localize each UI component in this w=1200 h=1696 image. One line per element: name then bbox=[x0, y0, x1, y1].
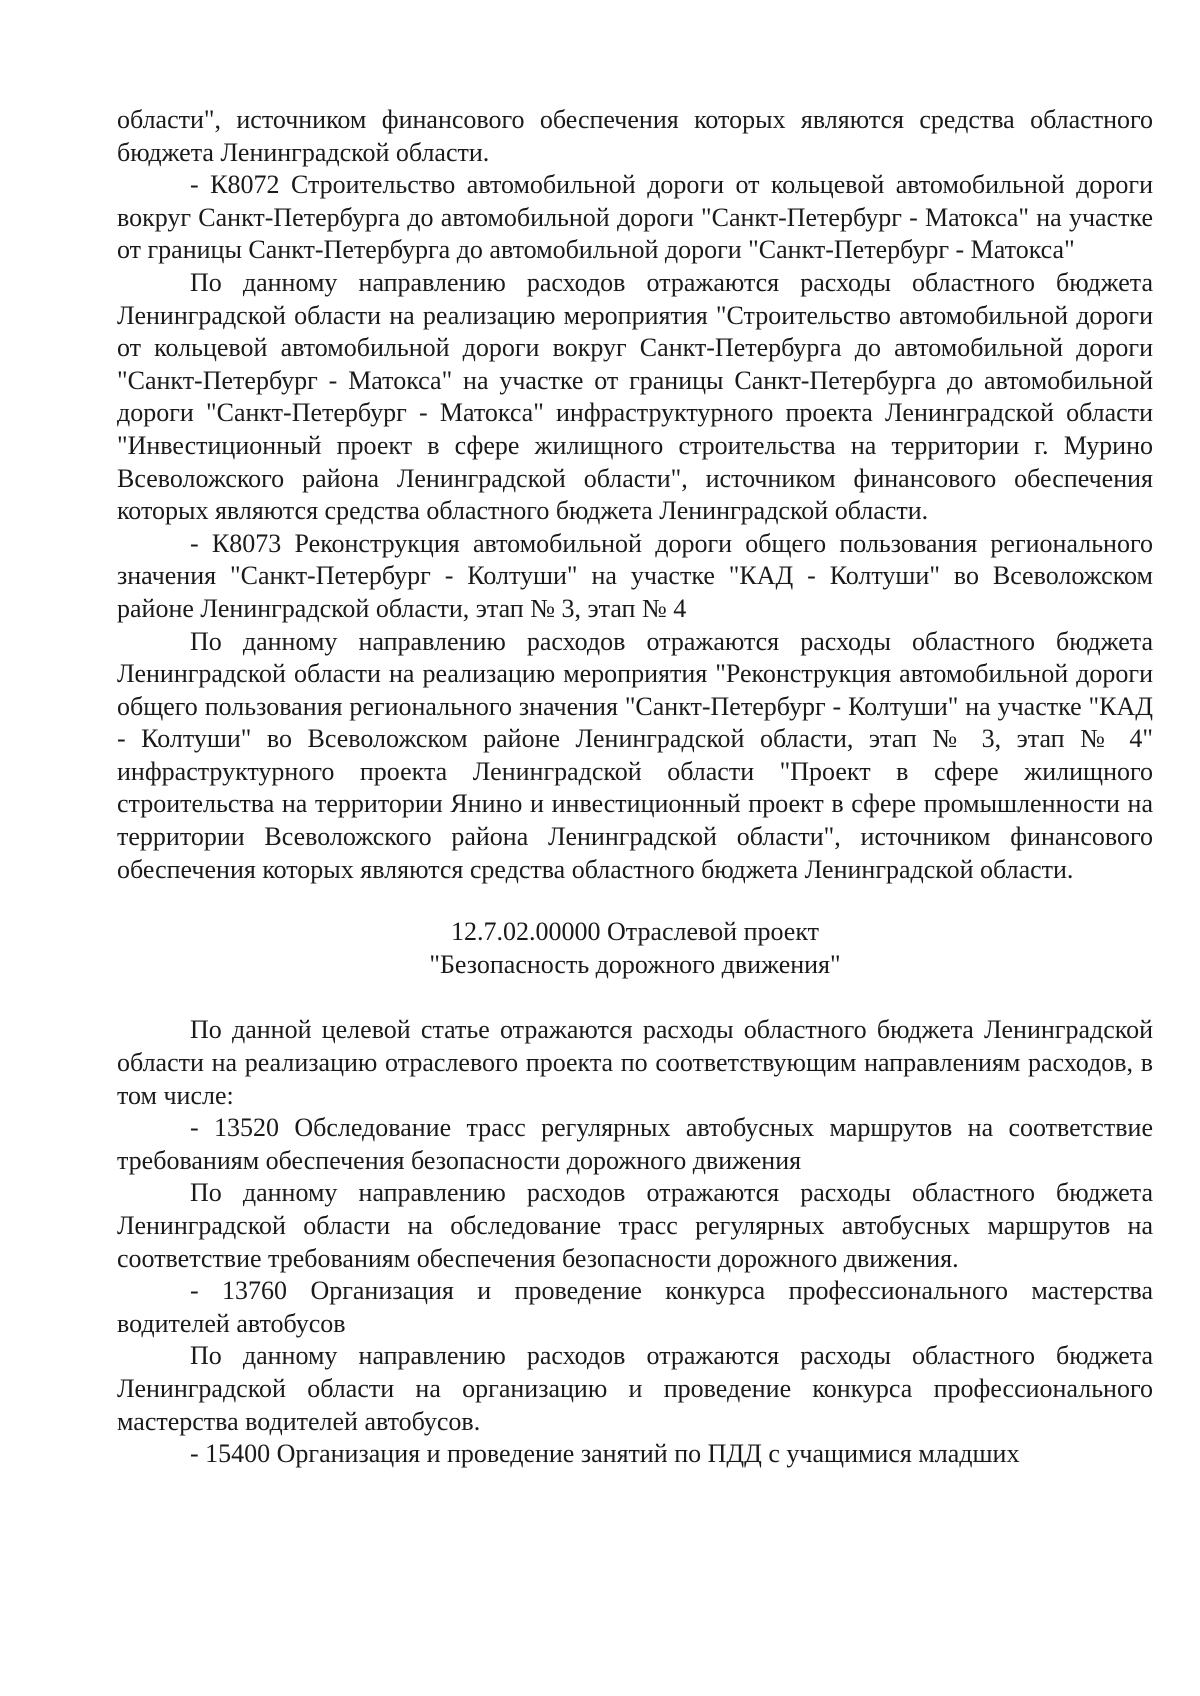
paragraph-k8073-description: По данному направлению расходов отражаются расходы областного бюджета Ленинградской области на реализацию мероприятия "Реконструкция автомобильной дороги общего пользования регионального значения "Санкт-Петербург - Колтуши" на участке "КАД - Колтуши" во Всеволожском районе Ленинградской области, этап № 3, этап № 4" инфраструктурного проекта Ленинградской области "Проект в сфере жилищного строительства на территории Янино и инвестиционный проект в сфере промышленности на территории Всеволожского района Ленинградской области", источником финансового обеспечения которых являются средства областного бюджета Ленинградской области. bbox=[117, 626, 1153, 884]
paragraph-k8073-title: - К8073 Реконструкция автомобильной дороги общего пользования регионального значения "Санкт-Петербург - Колтуши" на участке "КАД - Колтуши" во Всеволожском районе Ленинградской области, этап № 3, этап № 4 bbox=[117, 528, 1153, 623]
paragraph-continuation: области", источником финансового обеспечения которых являются средства областного бюджета Ленинградской области. bbox=[117, 105, 1153, 167]
section-heading-title-line: "Безопасность дорожного движения" bbox=[429, 949, 841, 979]
paragraph-k8072-description: По данному направлению расходов отражаются расходы областного бюджета Ленинградской области на реализацию мероприятия "Строительство автомобильной дороги от кольцевой автомобильной дороги вокруг Санкт-Петербурга до автомобильной дороги "Санкт-Петербург - Матокса" на участке от границы Санкт-Петербурга до автомобильной дороги "Санкт-Петербург - Матокса" инфраструктурного проекта Ленинградской области "Инвестиционный проект в сфере жилищного строительства на территории г. Мурино Всеволожского района Ленинградской области", источником финансового обеспечения которых являются средства областного бюджета Ленинградской области. bbox=[117, 267, 1153, 526]
paragraph-15400-title: - 15400 Организация и проведение занятий по ПДД с учащимися младших bbox=[190, 1439, 1020, 1469]
paragraph-13520-title: - 13520 Обследование трасс регулярных автобусных маршрутов на соответствие требованиям обеспечения безопасности дорожного движения bbox=[117, 1113, 1153, 1175]
paragraph-13760-title: - 13760 Организация и проведение конкурса профессионального мастерства водителей автобусов bbox=[117, 1276, 1153, 1338]
document-page bbox=[117, 104, 1153, 1471]
paragraph-target-article: По данной целевой статье отражаются расходы областного бюджета Ленинградской области на реализацию отраслевого проекта по соответствующим направлениям расходов, в том числе: bbox=[117, 1015, 1153, 1110]
paragraph-13520-description: По данному направлению расходов отражаются расходы областного бюджета Ленинградской области на обследование трасс регулярных автобусных маршрутов на соответствие требованиям обеспечения безопасности дорожного движения. bbox=[117, 1178, 1153, 1273]
paragraph-k8072-title: - К8072 Строительство автомобильной дороги от кольцевой автомобильной дороги вокруг Санкт-Петербурга до автомобильной дороги "Санкт-Петербург - Матокса" на участке от границы Санкт-Петербурга до автомобильной дороги "Санкт-Петербург - Матокса" bbox=[117, 170, 1153, 265]
section-heading-code-line: 12.7.02.00000 Отраслевой проект bbox=[451, 917, 819, 947]
paragraph-13760-description: По данному направлению расходов отражаются расходы областного бюджета Ленинградской области на организацию и проведение конкурса профессионального мастерства водителей автобусов. bbox=[117, 1341, 1153, 1436]
section-heading bbox=[117, 916, 1153, 981]
